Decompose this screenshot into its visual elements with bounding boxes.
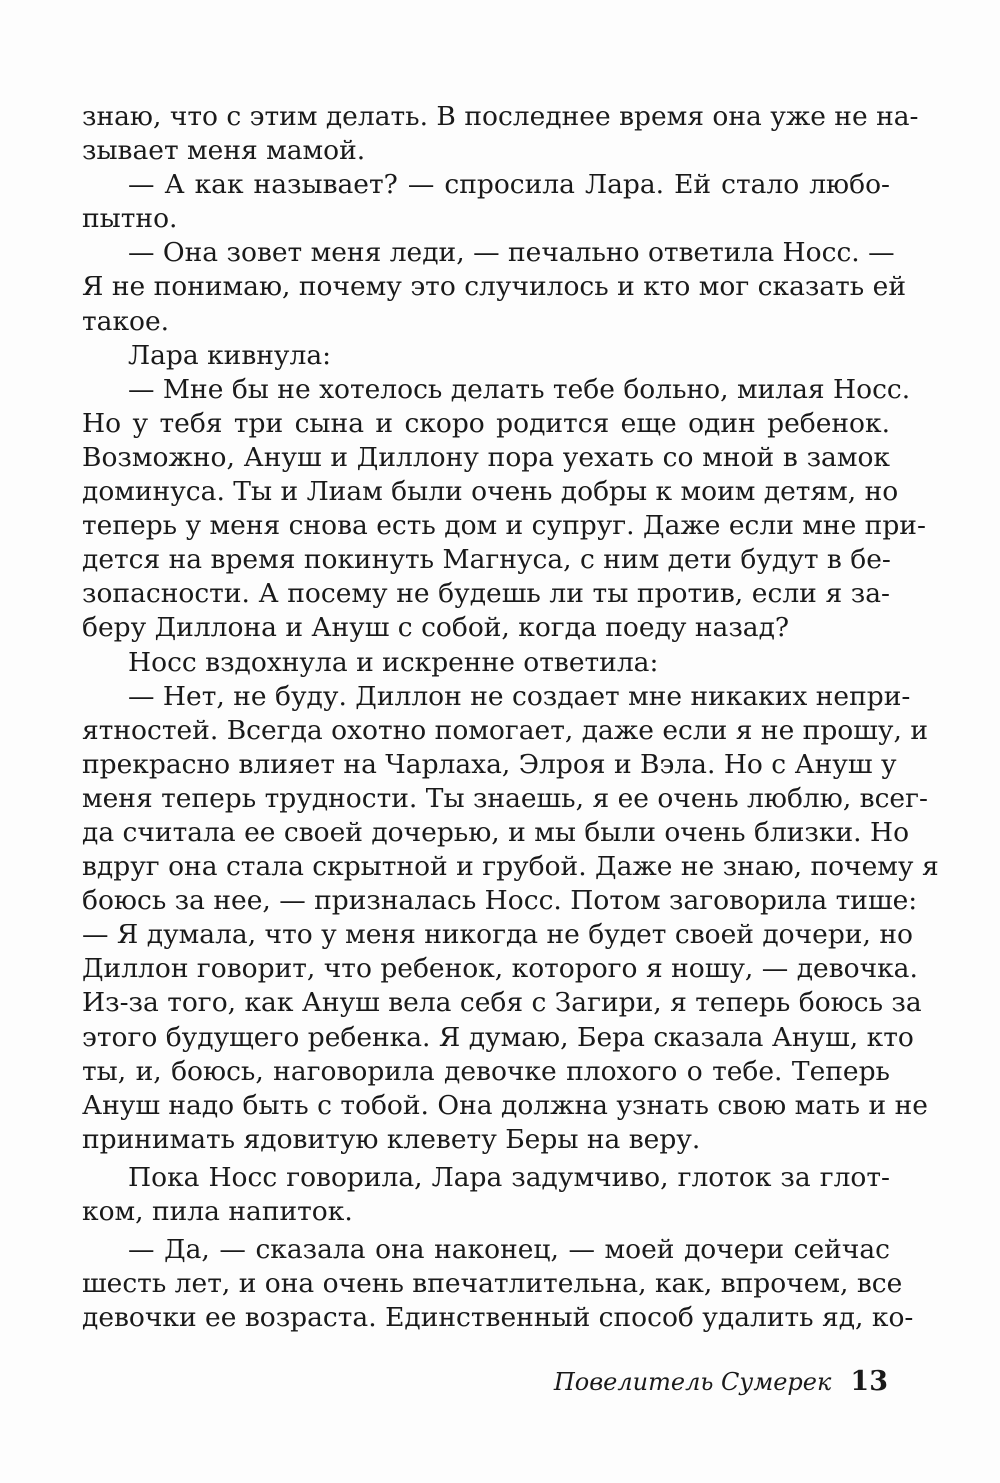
text-line: беру Диллона и Ануш с собой, когда поеду назад? bbox=[82, 612, 790, 644]
text-line: Диллон говорит, что ребенок, которого я ношу, — девочка. bbox=[82, 953, 918, 985]
text-line: принимать ядовитую клевету Беры на веру. bbox=[82, 1123, 701, 1155]
text-line: Возможно, Ануш и Диллону пора уехать со мной в замок bbox=[82, 441, 890, 473]
text-line: меня теперь трудности. Ты знаешь, я ее очень люблю, всег- bbox=[82, 782, 928, 814]
page-number: 13 bbox=[850, 1366, 888, 1397]
text-line: — Мне бы не хотелось делать тебе больно, милая Носс. bbox=[128, 373, 911, 405]
text-line: — Она зовет меня леди, — печально ответила Носс. — bbox=[128, 237, 895, 269]
text-line: Я не понимаю, почему это случилось и кто мог сказать ей bbox=[82, 271, 906, 303]
text-line: Но у тебя три сына и скоро родится еще один ребенок. bbox=[82, 407, 890, 439]
text-line: дется на время покинуть Магнуса, с ним дети будут в бе- bbox=[82, 544, 891, 576]
text-line: пытно. bbox=[82, 203, 178, 235]
text-line: зопасности. А посему не будешь ли ты против, если я за- bbox=[82, 578, 890, 610]
text-line: такое. bbox=[82, 305, 170, 337]
text-line: ты, и, боюсь, наговорила девочке плохого о тебе. Теперь bbox=[82, 1055, 890, 1087]
body-text bbox=[82, 100, 939, 1335]
text-line: — Нет, не буду. Диллон не создает мне никаких непри- bbox=[128, 680, 911, 712]
text-line: — А как называет? — спросила Лара. Ей стало любо- bbox=[128, 169, 890, 201]
text-line: Из-за того, как Ануш вела себя с Загири, я теперь боюсь за bbox=[82, 987, 922, 1019]
text-line: да считала ее своей дочерью, и мы были очень близки. Но bbox=[82, 816, 910, 848]
text-line: ятностей. Всегда охотно помогает, даже если я не прошу, и bbox=[82, 714, 928, 746]
text-line: доминуса. Ты и Лиам были очень добры к моим детям, но bbox=[82, 476, 899, 508]
text-line: шесть лет, и она очень впечатлительна, как, впрочем, все bbox=[82, 1268, 903, 1300]
text-line: боюсь за нее, — призналась Носс. Потом заговорила тише: bbox=[82, 885, 918, 917]
text-line: девочки ее возраста. Единственный способ удалить яд, ко- bbox=[82, 1302, 914, 1334]
text-line: этого будущего ребенка. Я думаю, Бера сказала Ануш, кто bbox=[82, 1021, 914, 1053]
text-line: Лара кивнула: bbox=[128, 339, 332, 371]
page-footer bbox=[554, 1366, 888, 1397]
text-line: — Я думала, что у меня никогда не будет своей дочери, но bbox=[82, 919, 913, 951]
text-line: знаю, что с этим делать. В последнее время она уже не на- bbox=[82, 101, 919, 132]
text-line: Носс вздохнула и искренне ответила: bbox=[128, 646, 659, 678]
text-line: Пока Носс говорила, Лара задумчиво, глоток за глот- bbox=[128, 1161, 890, 1193]
text-line: прекрасно влияет на Чарлаха, Элроя и Вэла. Но с Ануш у bbox=[82, 748, 897, 780]
text-line: теперь у меня снова есть дом и супруг. Даже если мне при- bbox=[82, 510, 926, 542]
text-line: зывает меня мамой. bbox=[82, 135, 366, 167]
text-line: ком, пила напиток. bbox=[82, 1196, 353, 1227]
text-line: — Да, — сказала она наконец, — моей дочери сейчас bbox=[128, 1234, 890, 1266]
text-line: вдруг она стала скрытной и грубой. Даже не знаю, почему я bbox=[82, 851, 939, 883]
text-line: Ануш надо быть с тобой. Она должна узнать свою мать и не bbox=[82, 1089, 928, 1121]
running-title: Повелитель Сумерек bbox=[553, 1368, 832, 1396]
